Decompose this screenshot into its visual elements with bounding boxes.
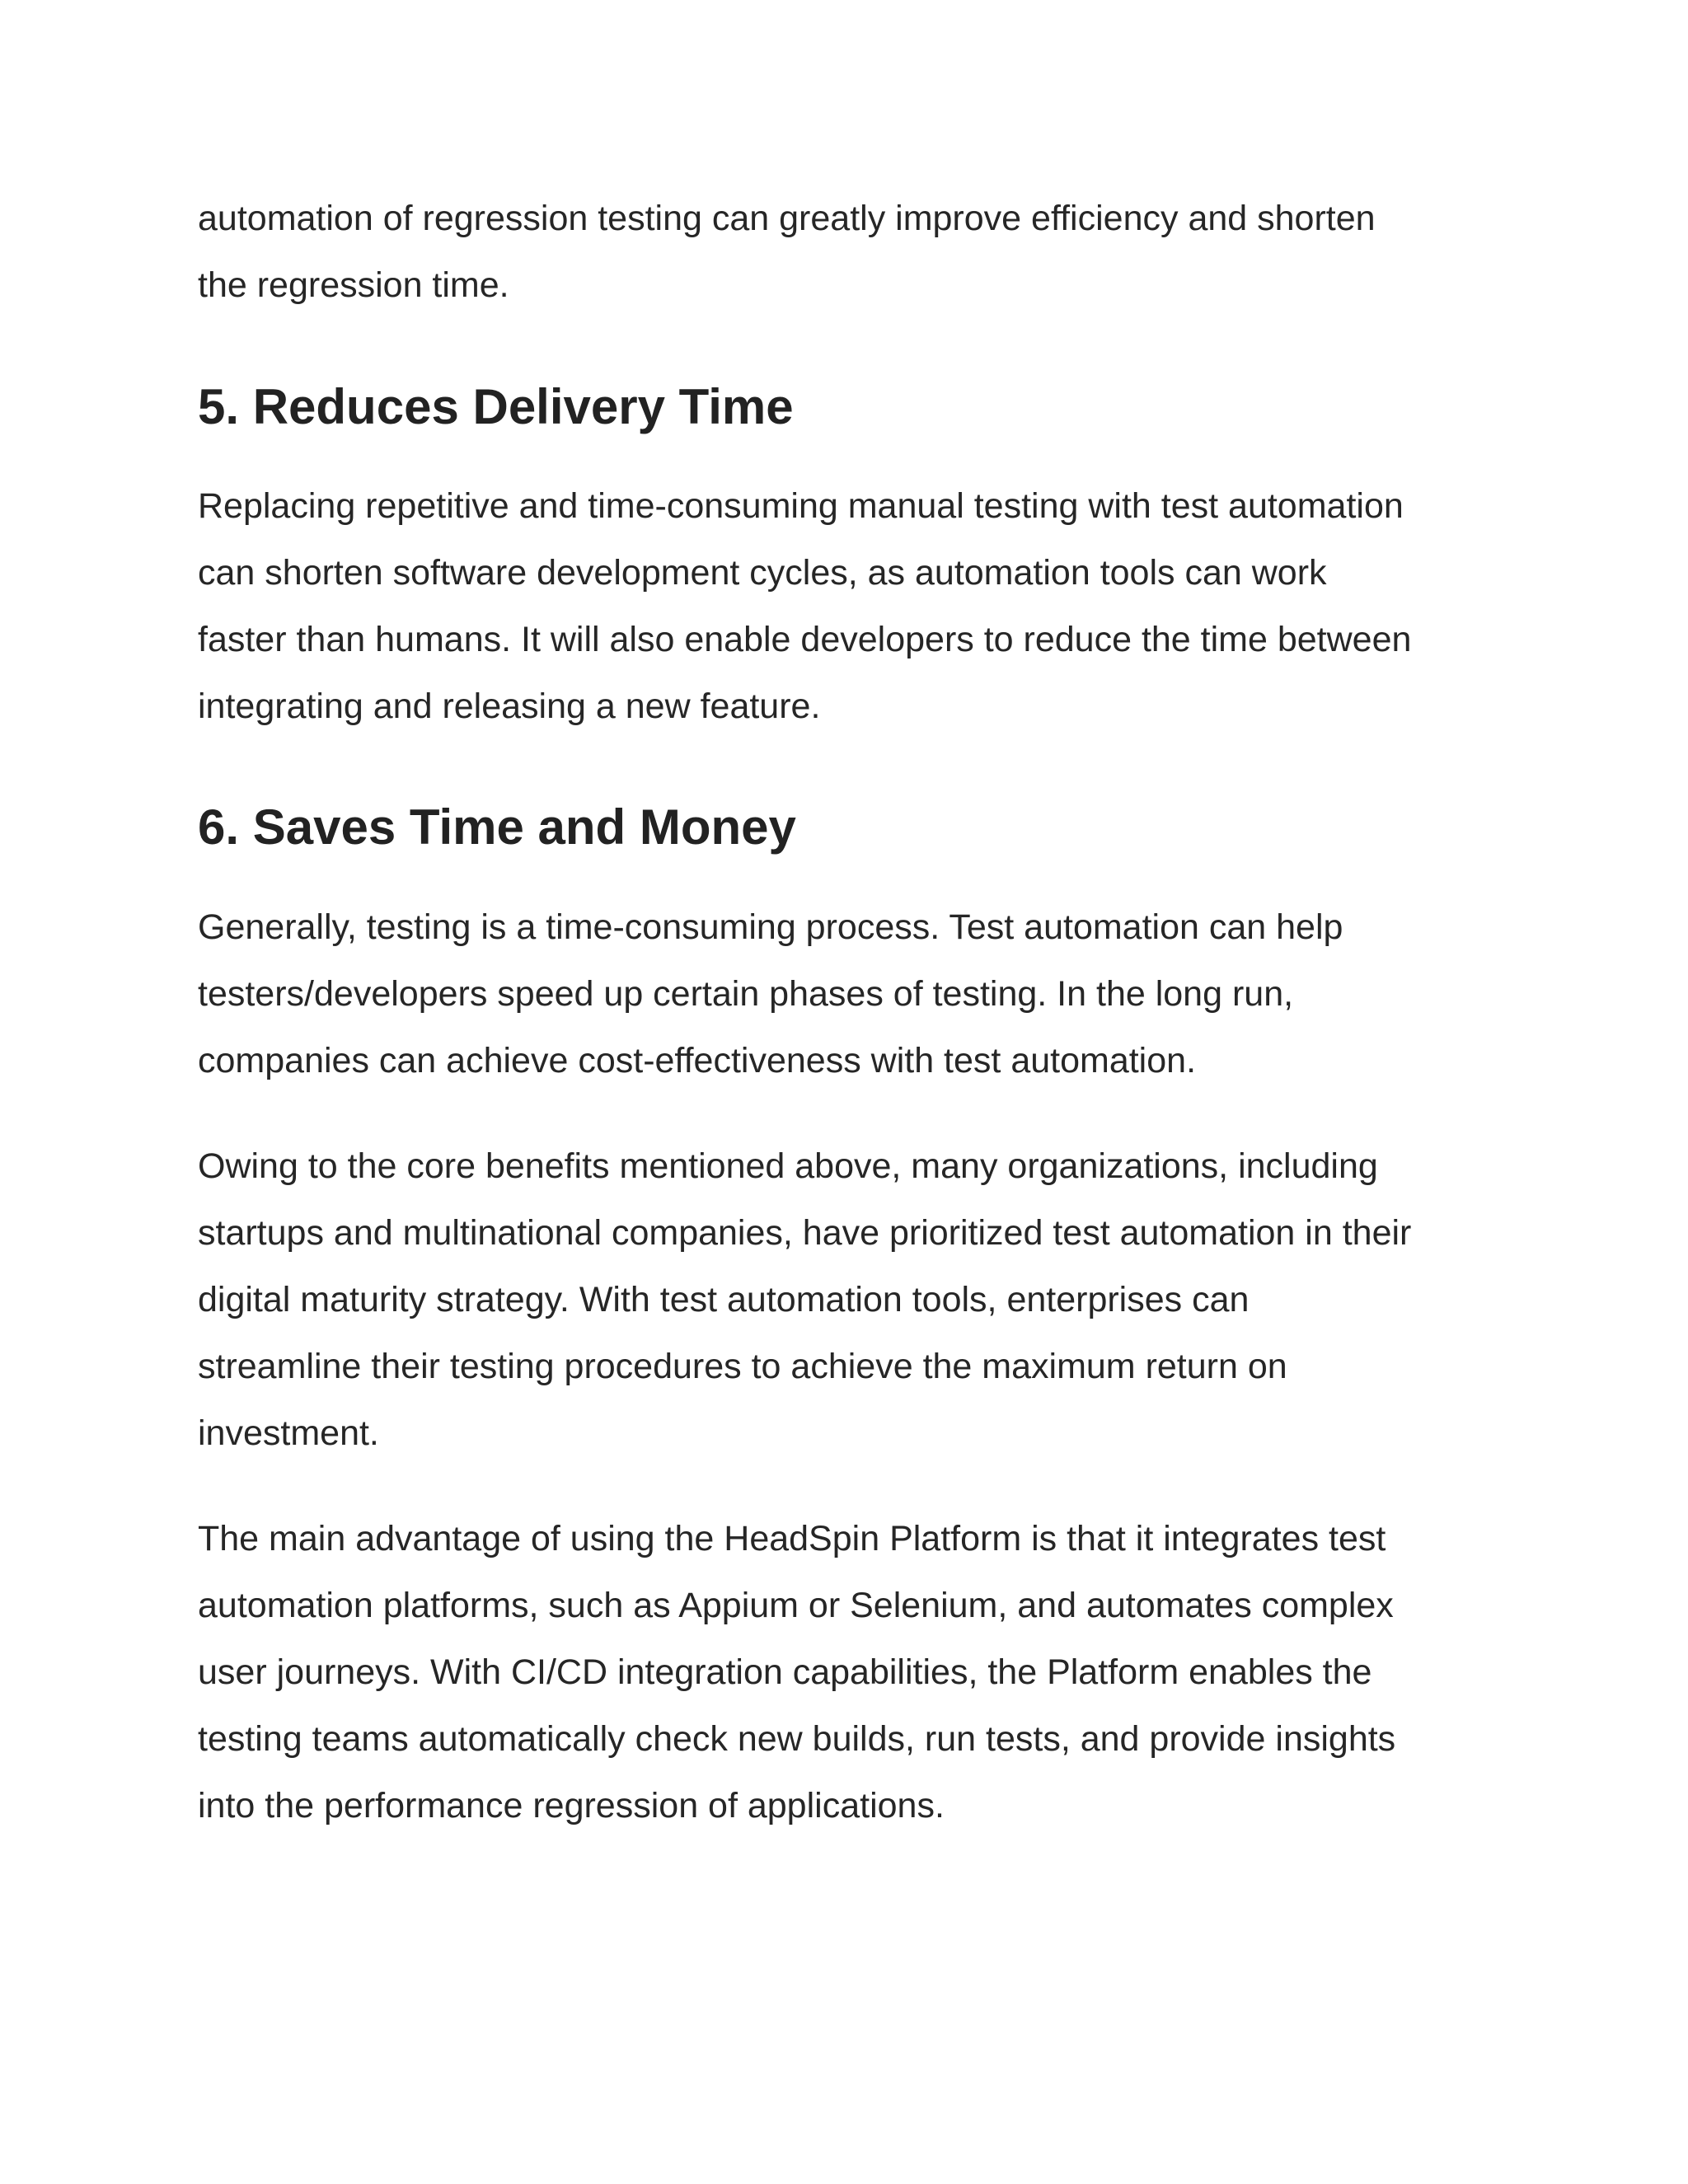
text-line: into the performance regression of applications. [198,1786,945,1825]
text-line: faster than humans. It will also enable developers to reduce the time between [198,620,1412,659]
text-line: The main advantage of using the HeadSpin Platform is that it integrates test [198,1519,1386,1558]
benefits-paragraph [198,1133,1517,1467]
text-line: investment. [198,1413,379,1453]
section-6-heading: 6. Saves Time and Money [198,799,796,855]
text-line: digital maturity strategy. With test automation tools, enterprises can [198,1280,1250,1319]
text-line: streamline their testing procedures to achieve the maximum return on [198,1347,1287,1386]
text-line: automation of regression testing can greatly improve efficiency and shorten [198,199,1376,238]
text-line: can shorten software development cycles, as automation tools can work [198,553,1327,593]
text-line: testers/developers speed up certain phases of testing. In the long run, [198,974,1294,1014]
text-line: startups and multinational companies, have prioritized test automation in their [198,1213,1412,1253]
text-line: testing teams automatically check new builds, run tests, and provide insights [198,1719,1396,1759]
headspin-paragraph [198,1506,1517,1840]
text-line: automation platforms, such as Appium or Selenium, and automates complex [198,1586,1394,1625]
text-line: Owing to the core benefits mentioned above, many organizations, including [198,1146,1378,1186]
section-5-paragraph [198,473,1517,740]
text-line: Generally, testing is a time-consuming process. Test automation can help [198,907,1343,947]
section-5-heading: 5. Reduces Delivery Time [198,379,794,434]
text-line: integrating and releasing a new feature. [198,687,821,726]
section-6-paragraph [198,894,1517,1094]
intro-paragraph [198,185,1517,319]
text-line: Replacing repetitive and time-consuming manual testing with test automation [198,486,1404,526]
text-line: the regression time. [198,265,509,305]
text-line: user journeys. With CI/CD integration capabilities, the Platform enables the [198,1652,1372,1692]
text-line: companies can achieve cost-effectiveness with test automation. [198,1041,1197,1080]
